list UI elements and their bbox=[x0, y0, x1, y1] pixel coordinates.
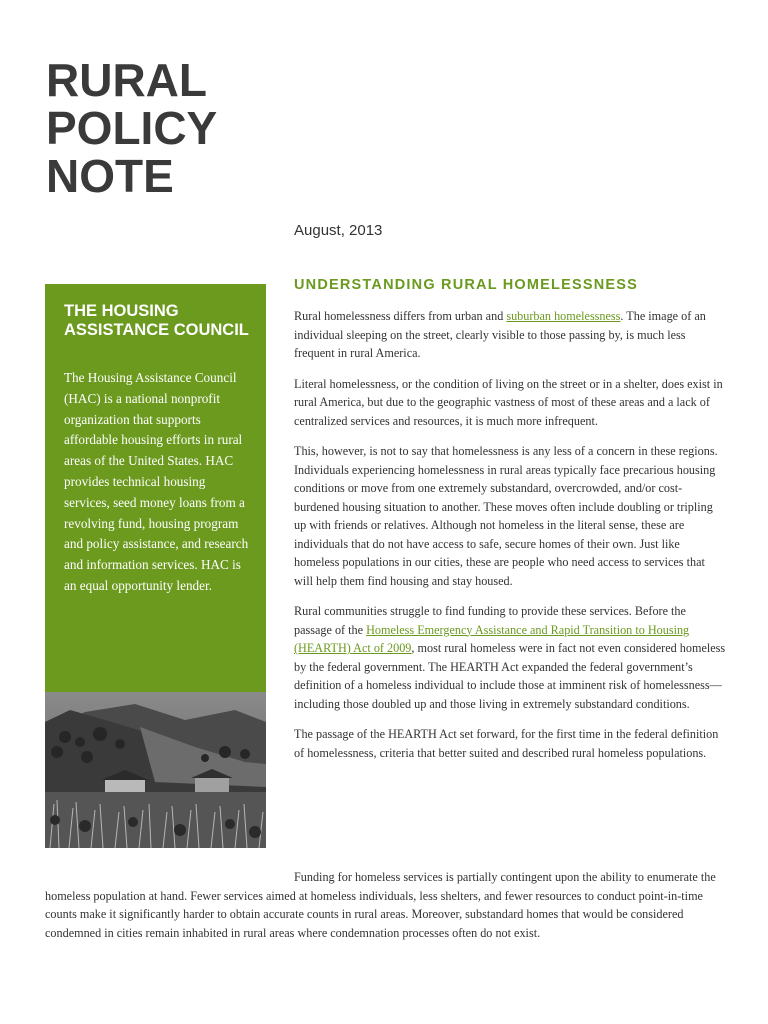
paragraph-1-text-end: . The image of an individual sleeping on the street, clearly visible to those passing by, is much less frequent in rural America. bbox=[294, 309, 706, 360]
suburban-homelessness-link[interactable]: suburban homelessness bbox=[506, 309, 621, 323]
paragraph-4 bbox=[294, 602, 726, 713]
sidebar-body: The Housing Assistance Council (HAC) is a national nonprofit organization that supports affordable housing efforts in rural areas of the United States. HAC provides technical housing services, seed money loans from a revolving fund, housing program and policy assistance, and research and information services. HAC is an equal opportunity lender. bbox=[64, 370, 249, 593]
title-line-2: POLICY bbox=[46, 102, 218, 154]
sidebar-title: THE HOUSING ASSISTANCE COUNCIL bbox=[64, 302, 249, 339]
paragraph-2: Literal homelessness, or the condition of living on the street or in a shelter, does exist in rural America, but due to the geographic vastness of most of these areas and a lack of centralized services and resources, it is much more infrequent. bbox=[294, 376, 723, 428]
sidebar-box bbox=[45, 284, 266, 848]
main-article bbox=[294, 307, 726, 774]
paragraph-1-text: Rural homelessness differs from urban and bbox=[294, 309, 507, 323]
rural-landscape-photo bbox=[45, 692, 266, 848]
paragraph-1 bbox=[294, 307, 726, 363]
page-title bbox=[46, 56, 217, 200]
paragraph-6: Funding for homeless services is partially contingent upon the ability to enumerate the homeless population at hand. Fewer services aimed at homeless individuals, less shelters, and fewer resources to conduct point-in-time counts make it significantly harder to obtain accurate counts in rural areas. Moreover, substandard homes that would be considered condemned in cities remain inhabited in rural areas where condemnation processes often do not exist. bbox=[45, 870, 716, 940]
title-line-3: NOTE bbox=[46, 150, 174, 202]
paragraph-5: The passage of the HEARTH Act set forward, for the first time in the federal definition of homelessness, criteria that better suited and described rural homeless populations. bbox=[294, 727, 719, 760]
title-line-1: RURAL bbox=[46, 54, 207, 106]
paragraph-4-text: Rural communities struggle to find funding to provide these services. Before the passage of the bbox=[294, 604, 686, 637]
publication-date: August, 2013 bbox=[294, 222, 383, 239]
section-heading: UNDERSTANDING RURAL HOMELESSNESS bbox=[294, 277, 638, 293]
hearth-act-link[interactable]: Homeless Emergency Assistance and Rapid Transition to Housing (HEARTH) Act of 2009 bbox=[294, 622, 690, 655]
paragraph-3: This, however, is not to say that homelessness is any less of a concern in these regions. Individuals experiencing homelessness in rural areas typically face precarious housing conditions or move from one extremely substandard, overcrowded, and/or cost-burdened housing situation to another. These moves often include doubling or tripling up with friends or relatives. Although not homeless in the literal sense, these are individuals that do not have access to safe, secure homes of their own. Just like homeless populations in our cities, these are people who need access to services that will help them find housing and stay housed. bbox=[294, 444, 718, 588]
paragraph-4-text-end: , most rural homeless were in fact not even considered homeless by the federal government. The HEARTH Act expanded the federal government’s definition of a homeless individual to include those at imminent risk of homelessness—including those doubled up and those living in extremely substandard conditions. bbox=[294, 641, 726, 711]
